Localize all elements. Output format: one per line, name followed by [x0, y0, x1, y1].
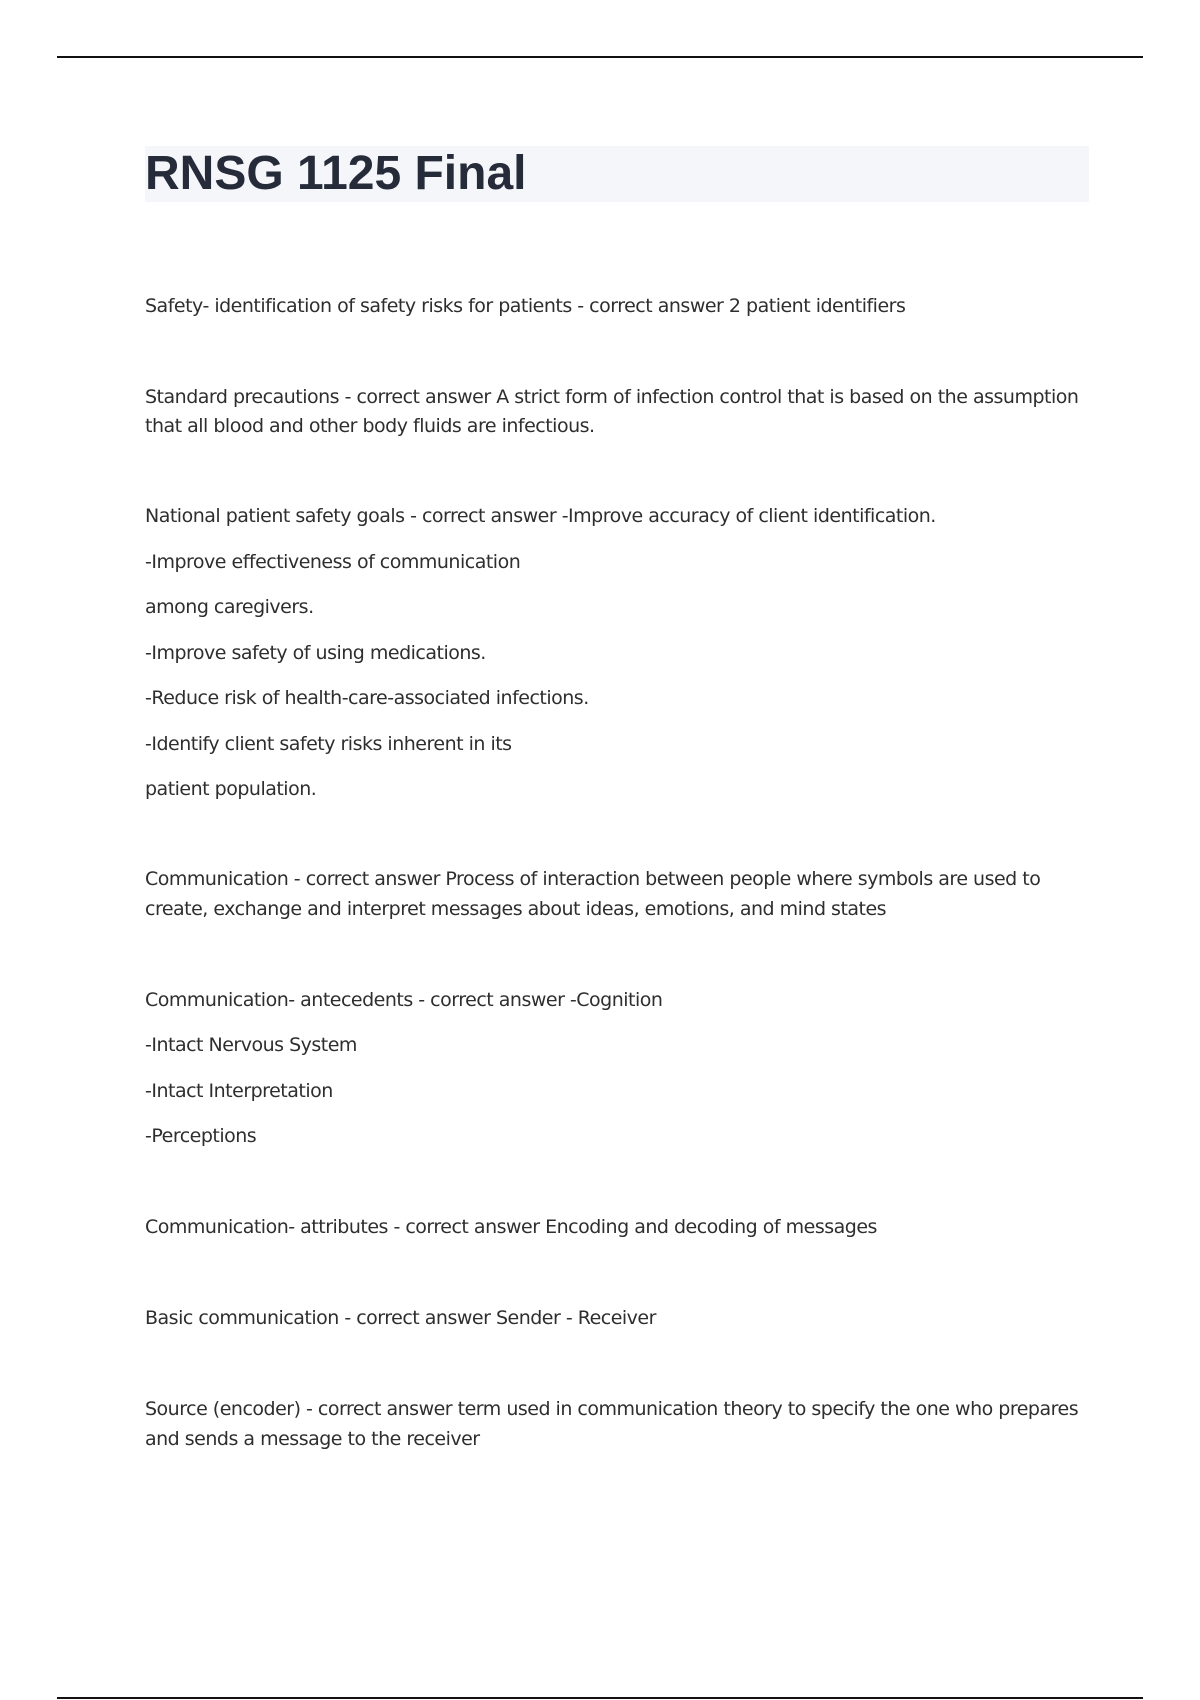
entry-standard-precautions-line-1: Standard precautions - correct answer A strict form of infection control that is based on the assumption	[145, 386, 1079, 408]
entry-source-encoder-line-1: Source (encoder) - correct answer term used in communication theory to specify the one who prepares	[145, 1398, 1079, 1420]
document-title: RNSG 1125 Final	[145, 147, 527, 200]
entry-antecedents-line-3: -Intact Interpretation	[145, 1080, 333, 1102]
entry-attributes-line: Communication- attributes - correct answer Encoding and decoding of messages	[145, 1216, 877, 1238]
entry-antecedents-line-2: -Intact Nervous System	[145, 1034, 357, 1056]
entry-basic-communication-line: Basic communication - correct answer Sender - Receiver	[145, 1307, 656, 1329]
entry-safety-goals-line-4: -Improve safety of using medications.	[145, 642, 486, 664]
entry-safety-goals-line-5: -Reduce risk of health-care-associated infections.	[145, 687, 589, 709]
header-rule	[57, 56, 1143, 58]
entry-safety-line: Safety- identification of safety risks for patients - correct answer 2 patient identifiers	[145, 295, 906, 317]
footer-rule	[57, 1697, 1143, 1699]
entry-safety-goals-line-2: -Improve effectiveness of communication	[145, 551, 521, 573]
entry-antecedents-line-4: -Perceptions	[145, 1125, 257, 1147]
entry-safety-goals-line-1: National patient safety goals - correct answer -Improve accuracy of client identification.	[145, 505, 936, 527]
entry-antecedents-line-1: Communication- antecedents - correct answer -Cognition	[145, 989, 663, 1011]
entry-communication-line-1: Communication - correct answer Process of interaction between people where symbols are used to	[145, 868, 1041, 890]
entry-standard-precautions-line-2: that all blood and other body fluids are infectious.	[145, 415, 595, 437]
entry-safety-goals-line-7: patient population.	[145, 778, 317, 800]
entry-source-encoder-line-2: and sends a message to the receiver	[145, 1428, 480, 1450]
entry-safety-goals-line-3: among caregivers.	[145, 596, 314, 618]
entry-communication-line-2: create, exchange and interpret messages about ideas, emotions, and mind states	[145, 898, 887, 920]
entry-safety-goals-line-6: -Identify client safety risks inherent in its	[145, 733, 512, 755]
